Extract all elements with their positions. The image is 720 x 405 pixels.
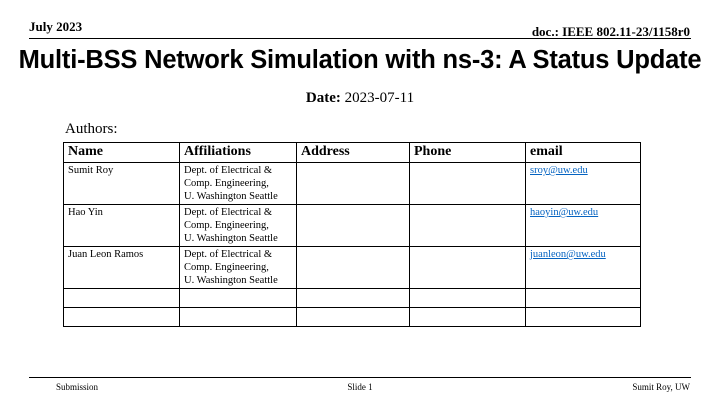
affiliation-line: U. Washington Seattle xyxy=(184,191,278,202)
header-email: email xyxy=(526,143,641,163)
empty-cell xyxy=(297,308,410,327)
date-label: Date: xyxy=(305,90,341,106)
table-header-row xyxy=(64,143,641,163)
affiliation-line: U. Washington Seattle xyxy=(184,275,278,286)
author-affiliation xyxy=(180,205,297,247)
header-divider xyxy=(29,38,691,39)
affiliation-line: Comp. Engineering, xyxy=(184,262,269,273)
table-row xyxy=(64,163,641,205)
table-row-empty xyxy=(64,308,641,327)
table-row xyxy=(64,205,641,247)
author-address xyxy=(297,247,410,289)
affiliation-line: Comp. Engineering, xyxy=(184,220,269,231)
author-affiliation xyxy=(180,247,297,289)
empty-cell xyxy=(64,308,180,327)
affiliation-line: Dept. of Electrical & xyxy=(184,249,273,260)
author-affiliation xyxy=(180,163,297,205)
footer-divider xyxy=(29,377,691,378)
empty-cell xyxy=(64,289,180,308)
header-phone: Phone xyxy=(410,143,526,163)
email-link[interactable]: haoyin@uw.edu xyxy=(530,207,599,218)
footer-submission: Submission xyxy=(56,382,99,392)
author-name: Hao Yin xyxy=(64,205,180,247)
author-phone xyxy=(410,205,526,247)
footer-author: Sumit Roy, UW xyxy=(632,382,690,392)
email-link[interactable]: juanleon@uw.edu xyxy=(530,249,606,260)
author-name: Juan Leon Ramos xyxy=(64,247,180,289)
slide-title: Multi-BSS Network Simulation with ns-3: A Status Update xyxy=(18,46,702,74)
empty-cell xyxy=(410,308,526,327)
author-email-cell xyxy=(526,205,641,247)
header-address: Address xyxy=(297,143,410,163)
empty-cell xyxy=(526,289,641,308)
date-value: 2023-07-11 xyxy=(340,90,415,106)
author-email-cell xyxy=(526,163,641,205)
author-address xyxy=(297,163,410,205)
header-affiliations: Affiliations xyxy=(180,143,297,163)
table-row xyxy=(64,247,641,289)
author-phone xyxy=(410,163,526,205)
header-date: July 2023 xyxy=(29,19,83,34)
affiliation-line: Dept. of Electrical & xyxy=(184,165,273,176)
empty-cell xyxy=(526,308,641,327)
author-phone xyxy=(410,247,526,289)
empty-cell xyxy=(297,289,410,308)
affiliation-line: Dept. of Electrical & xyxy=(184,207,273,218)
footer-slide-number: Slide 1 xyxy=(347,382,373,392)
empty-cell xyxy=(180,308,297,327)
affiliation-line: Comp. Engineering, xyxy=(184,178,269,189)
header-name: Name xyxy=(64,143,180,163)
authors-label: Authors: xyxy=(65,121,118,137)
author-address xyxy=(297,205,410,247)
header-doc-id: doc.: IEEE 802.11-23/1158r0 xyxy=(531,24,690,39)
author-email-cell xyxy=(526,247,641,289)
table-row-empty xyxy=(64,289,641,308)
author-name: Sumit Roy xyxy=(64,163,180,205)
empty-cell xyxy=(410,289,526,308)
authors-table xyxy=(63,142,641,327)
email-link[interactable]: sroy@uw.edu xyxy=(530,165,588,176)
empty-cell xyxy=(180,289,297,308)
affiliation-line: U. Washington Seattle xyxy=(184,233,278,244)
date-line xyxy=(0,90,720,107)
